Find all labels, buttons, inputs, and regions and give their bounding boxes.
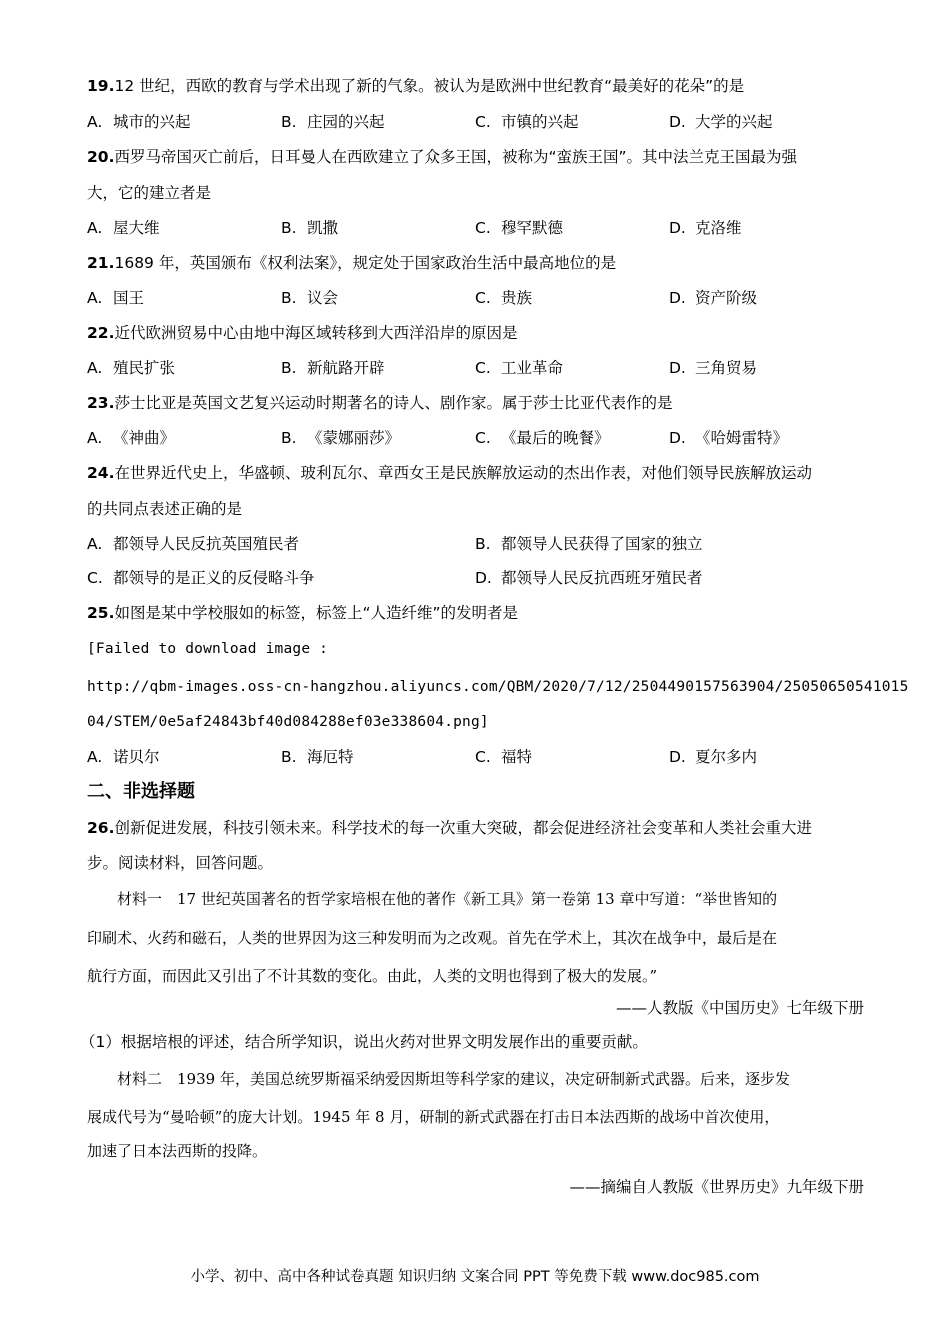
question-number: 24. [87, 464, 115, 482]
page-footer: 小学、初中、高中各种试卷真题 知识归纳 文案合同 PPT 等免费下载 www.doc985.com [190, 1269, 760, 1285]
question-number: 19. [87, 77, 115, 95]
material-1-line-3: 航行方面，而因此又引出了不计其数的变化。由此，人类的文明也得到了极大的发展。” [87, 967, 658, 985]
option-d: D. 大学的兴起 [669, 113, 773, 131]
question-19-stem: 19.12 世纪，西欧的教育与学术出现了新的气象。被认为是欧洲中世纪教育“最美好的花朵”的是 [87, 77, 745, 95]
material-1-line-1: 材料一 17 世纪英国著名的哲学家培根在他的著作《新工具》第一卷第 13 章中写道：“举世皆知的 [117, 890, 778, 908]
sub-question-1: （1）根据培根的评述，结合所学知识，说出火药对世界文明发展作出的重要贡献。 [80, 1033, 648, 1051]
question-number: 26. [87, 819, 115, 837]
option-b: B. 凯撒 [281, 219, 339, 237]
question-26-stem-cont: 步。阅读材料，回答问题。 [87, 854, 274, 872]
material-2-source: ——摘编自人教版《世界历史》九年级下册 [569, 1178, 864, 1196]
option-c: C. 穆罕默德 [475, 219, 564, 237]
question-24-stem: 24.在世界近代史上，华盛顿、玻利瓦尔、章西女王是民族解放运动的杰出作表，对他们领导民族解放运动 [87, 464, 812, 482]
option-a: A. 国王 [87, 289, 145, 307]
image-error-line-1: [Failed to download image : [87, 641, 329, 657]
option-d: D. 都领导人民反抗西班牙殖民者 [475, 569, 703, 587]
option-d: D. 《哈姆雷特》 [669, 429, 789, 447]
option-b: B. 《蒙娜丽莎》 [281, 429, 401, 447]
question-number: 25. [87, 604, 115, 622]
option-a: A. 《神曲》 [87, 429, 176, 447]
option-c: C. 福特 [475, 748, 533, 766]
question-25-stem: 25.如图是某中学校服如的标签，标签上“人造纤维”的发明者是 [87, 604, 519, 622]
option-a: A. 都领导人民反抗英国殖民者 [87, 535, 300, 553]
option-a: A. 屋大维 [87, 219, 160, 237]
question-number: 22. [87, 324, 115, 342]
question-number: 21. [87, 254, 115, 272]
question-21-stem: 21.1689 年，英国颁布《权利法案》，规定处于国家政治生活中最高地位的是 [87, 254, 617, 272]
option-c: C. 都领导的是正义的反侵略斗争 [87, 569, 315, 587]
material-2-line-1: 材料二 1939 年，美国总统罗斯福采纳爱因斯坦等科学家的建议，决定研制新式武器。后来，逐步发 [117, 1070, 790, 1088]
option-c: C. 工业革命 [475, 359, 564, 377]
option-a: A. 殖民扩张 [87, 359, 176, 377]
material-1-line-2: 印刷术、火药和磁石，人类的世界因为这三种发明而为之改观。首先在学术上，其次在战争中，最后是在 [87, 929, 778, 947]
option-d: D. 夏尔多内 [669, 748, 758, 766]
option-b: B. 海厄特 [281, 748, 354, 766]
question-number: 23. [87, 394, 115, 412]
option-b: B. 都领导人民获得了国家的独立 [475, 535, 703, 553]
image-error-line-3: 04/STEM/0e5af24843bf40d084288ef03e338604.png] [87, 714, 489, 730]
material-2-line-2: 展成代号为“曼哈顿”的庞大计划。1945 年 8 月，研制的新式武器在打击日本法西斯的战场中首次使用， [87, 1108, 780, 1126]
material-2-line-3: 加速了日本法西斯的投降。 [87, 1142, 268, 1160]
image-error-line-2: http://qbm-images.oss-cn-hangzhou.aliyuncs.com/QBM/2020/7/12/2504490157563904/25050650541015 [87, 679, 909, 695]
option-d: D. 三角贸易 [669, 359, 758, 377]
option-d: D. 克洛维 [669, 219, 742, 237]
option-d: D. 资产阶级 [669, 289, 758, 307]
option-b: B. 议会 [281, 289, 339, 307]
question-22-stem: 22.近代欧洲贸易中心由地中海区域转移到大西洋沿岸的原因是 [87, 324, 518, 342]
option-a: A. 诺贝尔 [87, 748, 160, 766]
option-b: B. 新航路开辟 [281, 359, 385, 377]
option-a: A. 城市的兴起 [87, 113, 191, 131]
question-20-stem: 20.西罗马帝国灭亡前后，日耳曼人在西欧建立了众多王国，被称为“蛮族王国”。其中法兰克王国最为强 [87, 148, 798, 166]
option-b: B. 庄园的兴起 [281, 113, 385, 131]
option-c: C. 《最后的晚餐》 [475, 429, 610, 447]
question-24-stem-cont: 的共同点表述正确的是 [87, 500, 243, 518]
question-26-stem: 26.创新促进发展，科技引领未来。科学技术的每一次重大突破，都会促进经济社会变革和人类社会重大进 [87, 819, 812, 837]
section-heading: 二、非选择题 [87, 781, 195, 802]
material-1-source: ——人教版《中国历史》七年级下册 [615, 999, 864, 1017]
option-c: C. 市镇的兴起 [475, 113, 579, 131]
question-number: 20. [87, 148, 115, 166]
question-23-stem: 23.莎士比亚是英国文艺复兴运动时期著名的诗人、剧作家。属于莎士比亚代表作的是 [87, 394, 673, 412]
question-20-stem-cont: 大，它的建立者是 [87, 184, 212, 202]
option-c: C. 贵族 [475, 289, 533, 307]
